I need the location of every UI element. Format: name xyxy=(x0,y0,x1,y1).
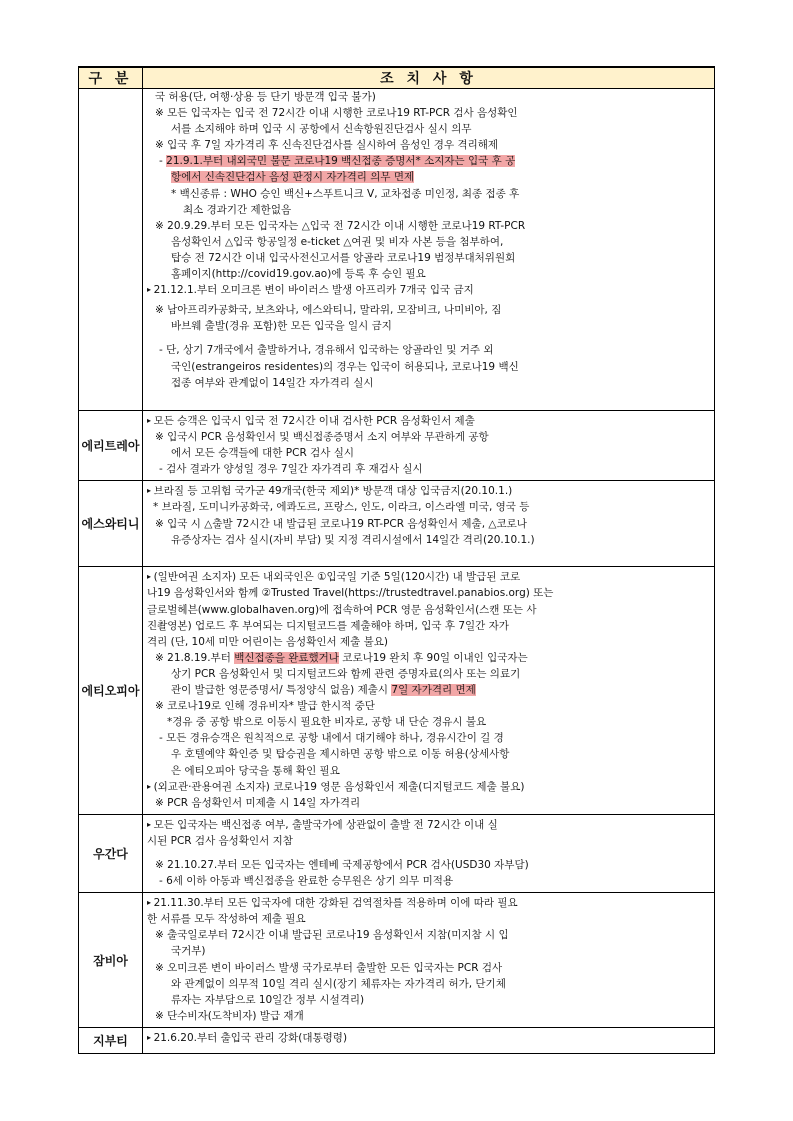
measure-text: ※ 21.8.19.부터 xyxy=(155,651,235,664)
measure-line xyxy=(147,186,710,202)
bullet-icon: ▸ xyxy=(147,898,154,908)
measure-text: 국인(estrangeiros residentes)의 경우는 입국이 허용되나, 코로나19 백신 xyxy=(171,360,519,373)
measure-line xyxy=(147,137,710,153)
bullet-icon: ▸ xyxy=(147,572,154,582)
measure-line xyxy=(147,618,710,634)
measure-line xyxy=(147,779,710,795)
measure-text: ※ 20.9.29.부터 모든 입국자는 △입국 전 72시간 이내 시행한 코로나19 RT-PCR xyxy=(155,219,526,232)
measure-text: 탑승 전 72시간 이내 입국사전신고서를 앙골라 코로나19 범정부대처위원회 xyxy=(171,251,516,264)
country-name: 에티오피아 xyxy=(79,567,143,814)
measure-text: 최소 경과기간 제한없음 xyxy=(183,203,292,216)
measure-line xyxy=(147,461,710,477)
measure-text: 21.12.1.부터 오미크론 변이 바이러스 발생 아프리카 7개국 입국 금지 xyxy=(153,284,474,297)
country-row xyxy=(79,814,715,892)
highlighted-text: 21.9.1.부터 내외국민 불문 코로나19 백신접종 증명서* 소지자는 입국 후 공 xyxy=(166,155,516,168)
measure-line xyxy=(147,153,710,169)
measure-line xyxy=(147,445,710,461)
measure-text: 우 호텔예약 확인증 및 탑승권을 제시하면 공항 밖으로 이동 허용(상세사항 xyxy=(171,748,510,761)
measure-text: ※ PCR 음성확인서 미제출 시 14일 자가격리 xyxy=(155,796,361,809)
measure-line xyxy=(147,730,710,746)
measure-line xyxy=(147,342,710,358)
measure-text: 21.6.20.부터 출입국 관리 강화(대통령령) xyxy=(153,1031,348,1044)
measure-line xyxy=(147,927,710,943)
measure-text: - 검사 결과가 양성일 경우 7일간 자가격리 후 재검사 실시 xyxy=(159,463,423,476)
bullet-icon: ▸ xyxy=(147,416,154,425)
measure-line xyxy=(147,302,710,318)
country-row xyxy=(79,411,715,481)
measure-line xyxy=(147,976,710,992)
measure-text: ※ 모든 입국자는 입국 전 72시간 이내 시행한 코로나19 RT-PCR 검사 음성확인 xyxy=(155,107,518,120)
measure-line xyxy=(147,234,710,250)
measure-line xyxy=(147,569,710,585)
measure-text: 모든 입국자는 백신접종 여부, 출발국가에 상관없이 출발 전 72시간 이내 실 xyxy=(153,818,498,831)
measure-line xyxy=(147,857,710,873)
bullet-icon: ▸ xyxy=(147,1032,154,1042)
bullet-icon: ▸ xyxy=(147,819,154,829)
measure-line xyxy=(147,516,710,532)
measure-line xyxy=(147,960,710,976)
measure-text: - xyxy=(159,155,167,168)
measure-text: (외교관·관용여권 소지자) 코로나19 영문 음성확인서 제출(디지털코드 제출 불요) xyxy=(153,780,525,793)
measure-line xyxy=(147,1008,710,1024)
measure-text: - 모든 경유승객은 원칙적으로 공항 내에서 대기해야 하나, 경유시간이 길 경 xyxy=(159,732,504,745)
country-name: 에스와티니 xyxy=(79,481,143,567)
measure-text: 바브웨 출발(경유 포함)한 모든 입국을 일시 금지 xyxy=(171,320,392,333)
country-name: 우간다 xyxy=(79,814,143,892)
measure-line xyxy=(147,943,710,959)
measure-line xyxy=(147,202,710,218)
measure-text: 나19 음성확인서와 함께 ②Trusted Travel(https://trustedtravel.panabios.org) 또는 xyxy=(147,587,554,600)
measure-text: ※ 21.10.27.부터 모든 입국자는 엔테베 국제공항에서 PCR 검사(USD30 자부담) xyxy=(155,858,529,871)
measure-cell xyxy=(143,481,715,567)
measure-line xyxy=(147,746,710,762)
country-rows xyxy=(79,89,715,1054)
highlighted-text: 백신접종을 완료했거나 xyxy=(234,651,339,664)
measure-line xyxy=(147,698,710,714)
measure-text: 브라질 등 고위험 국가군 49개국(한국 제외)* 방문객 대상 입국금지(20.10.1.) xyxy=(153,485,513,498)
measure-text: 상기 PCR 음성확인서 및 디지털코드와 함께 관련 증명자료(의사 또는 의료기 xyxy=(171,667,521,680)
measure-line xyxy=(147,634,710,650)
measure-cell xyxy=(143,567,715,814)
measure-text: 에서 모든 승객들에 대한 PCR 검사 실시 xyxy=(171,447,354,460)
measure-line xyxy=(147,682,710,698)
country-name: 잠비아 xyxy=(79,893,143,1028)
measures-document xyxy=(78,66,714,1054)
highlighted-text: 7일 자가격리 면제 xyxy=(391,684,476,697)
measure-line xyxy=(147,795,710,811)
measure-text: (일반여권 소지자) 모든 내외국인은 ①입국일 기준 5일(120시간) 내 발급된 코로 xyxy=(153,571,521,584)
country-name: 에리트레아 xyxy=(79,411,143,481)
measure-line xyxy=(147,121,710,137)
measure-text: 격리 (단, 10세 미만 어린이는 음성확인서 제출 불요) xyxy=(147,635,388,648)
measure-line xyxy=(147,763,710,779)
measure-line xyxy=(147,817,710,833)
measure-line xyxy=(147,89,710,105)
measure-text: 국 허용(단, 여행·상용 등 단기 방문객 입국 불가) xyxy=(155,91,376,103)
measure-text: ※ 출국일로부터 72시간 이내 발급된 코로나19 음성확인서 지참(미지참 시 입 xyxy=(155,929,509,942)
measure-line xyxy=(147,532,710,548)
measure-text: 글로벌헤븐(www.globalhaven.org)에 접속하여 PCR 영문 음성확인서(스캔 또는 사 xyxy=(147,603,537,616)
measure-line xyxy=(147,429,710,445)
measure-line xyxy=(147,359,710,375)
highlighted-text: 항에서 신속진단검사 음성 판정시 자가격리 의무 면제 xyxy=(171,171,415,184)
measure-line xyxy=(147,282,710,298)
country-row xyxy=(79,893,715,1028)
measure-text: 유증상자는 검사 실시(자비 부담) 및 지정 격리시설에서 14일간 격리(20.10.1.) xyxy=(171,533,535,546)
header-category: 구 분 xyxy=(79,67,143,89)
measure-text: 홈페이지(http://covid19.gov.ao)에 등록 후 승인 필요 xyxy=(171,268,426,281)
country-row xyxy=(79,567,715,814)
measure-line xyxy=(147,714,710,730)
bullet-icon: ▸ xyxy=(147,486,154,496)
country-row xyxy=(79,481,715,567)
measure-line xyxy=(147,895,710,911)
measure-line xyxy=(147,873,710,889)
measure-line xyxy=(147,1030,710,1046)
measure-text: ※ 코로나19로 인해 경유비자* 발급 한시적 중단 xyxy=(155,700,375,713)
measure-text: - 단, 상기 7개국에서 출발하거나, 경유해서 입국하는 앙골라인 및 거주 외 xyxy=(159,344,494,357)
measure-text: ※ 단수비자(도착비자) 발급 재개 xyxy=(155,1009,304,1022)
country-name: 지부티 xyxy=(79,1027,143,1053)
header-row xyxy=(79,67,715,89)
measure-text: 국거부) xyxy=(171,945,206,958)
measure-line xyxy=(147,266,710,282)
measure-text: 류자는 자부담으로 10일간 정부 시설격리) xyxy=(171,993,365,1006)
header-measures: 조 치 사 항 xyxy=(143,67,715,89)
measure-text: - 6세 이하 아동과 백신접종을 완료한 승무원은 상기 의무 미적용 xyxy=(159,875,454,888)
measure-text: 코로나19 완치 후 90일 이내인 입국자는 xyxy=(338,651,528,664)
measure-line xyxy=(147,250,710,266)
measure-line xyxy=(147,666,710,682)
measure-text: 서를 소지해야 하며 입국 시 공항에서 신속항원진단검사 실시 의무 xyxy=(171,123,472,136)
measure-line xyxy=(147,375,710,391)
measures-table xyxy=(78,66,715,1054)
measure-text: *경유 중 공항 밖으로 이동시 필요한 비자로, 공항 내 단순 경유시 불요 xyxy=(167,716,487,729)
measure-text: ※ 남아프리카공화국, 보츠와나, 에스와티니, 말라위, 모잠비크, 나미비아, 짐 xyxy=(155,304,502,317)
measure-text: 와 관계없이 의무적 10일 격리 실시(장기 체류자는 자가격리 허가, 단기체 xyxy=(171,977,506,990)
measure-cell xyxy=(143,411,715,481)
measure-text: 시된 PCR 검사 음성확인서 지참 xyxy=(147,834,293,847)
measure-text: 한 서류를 모두 작성하여 제출 필요 xyxy=(147,913,306,926)
measure-text: * 브라질, 도미니카공화국, 에콰도르, 프랑스, 인도, 이라크, 이스라엘 미국, 영국 등 xyxy=(153,501,530,514)
measure-line xyxy=(147,650,710,666)
measure-text: ※ 입국 후 7일 자가격리 후 신속진단검사를 실시하여 음성인 경우 격리해제 xyxy=(155,139,499,152)
measure-cell xyxy=(143,814,715,892)
measure-text: 모든 승객은 입국시 입국 전 72시간 이내 검사한 PCR 음성확인서 제출 xyxy=(153,415,475,427)
measure-line xyxy=(147,585,710,601)
measure-line xyxy=(147,833,710,849)
country-row xyxy=(79,1027,715,1053)
measure-line xyxy=(147,602,710,618)
measure-text: 진촬영본) 업로드 후 부여되는 디지털코드를 제출해야 하며, 입국 후 7일간 자가 xyxy=(147,619,509,632)
measure-text: ※ 오미크론 변이 바이러스 발생 국가로부터 출발한 모든 입국자는 PCR 검사 xyxy=(155,961,503,974)
measure-text: ※ 입국 시 △출발 72시간 내 발급된 코로나19 RT-PCR 음성확인서 제출, △코로나 xyxy=(155,517,527,530)
measure-cell xyxy=(143,89,715,411)
measure-line xyxy=(147,992,710,1008)
measure-line xyxy=(147,413,710,429)
measure-text: 접종 여부와 관계없이 14일간 자가격리 실시 xyxy=(171,376,374,389)
measure-text: 21.11.30.부터 모든 입국자에 대한 강화된 검역절차를 적용하며 이에 따라 필요 xyxy=(153,897,518,910)
bullet-icon: ▸ xyxy=(147,285,154,295)
measure-line xyxy=(147,499,710,515)
measure-text: * 백신종류 : WHO 승인 백신+스푸트니크 V, 교차접종 미인정, 최종 접종 후 xyxy=(171,187,520,200)
measure-line xyxy=(147,483,710,499)
measure-text: 음성확인서 △입국 항공일정 e-ticket △여권 및 비자 사본 등을 첨부하여, xyxy=(171,235,504,248)
measure-text: 관이 발급한 영문증명서/ 특정양식 없음) 제출시 xyxy=(171,684,392,697)
measure-line xyxy=(147,218,710,234)
measure-cell xyxy=(143,893,715,1028)
measure-line xyxy=(147,105,710,121)
country-row xyxy=(79,89,715,411)
measure-text: ※ 입국시 PCR 음성확인서 및 백신접종증명서 소지 여부와 무관하게 공항 xyxy=(155,431,489,444)
measure-line xyxy=(147,169,710,185)
country-name xyxy=(79,89,143,411)
bullet-icon: ▸ xyxy=(147,781,154,791)
measure-line xyxy=(147,318,710,334)
measure-text: 은 에티오피아 당국을 통해 확인 필요 xyxy=(171,764,340,777)
measure-line xyxy=(147,911,710,927)
measure-cell xyxy=(143,1027,715,1053)
